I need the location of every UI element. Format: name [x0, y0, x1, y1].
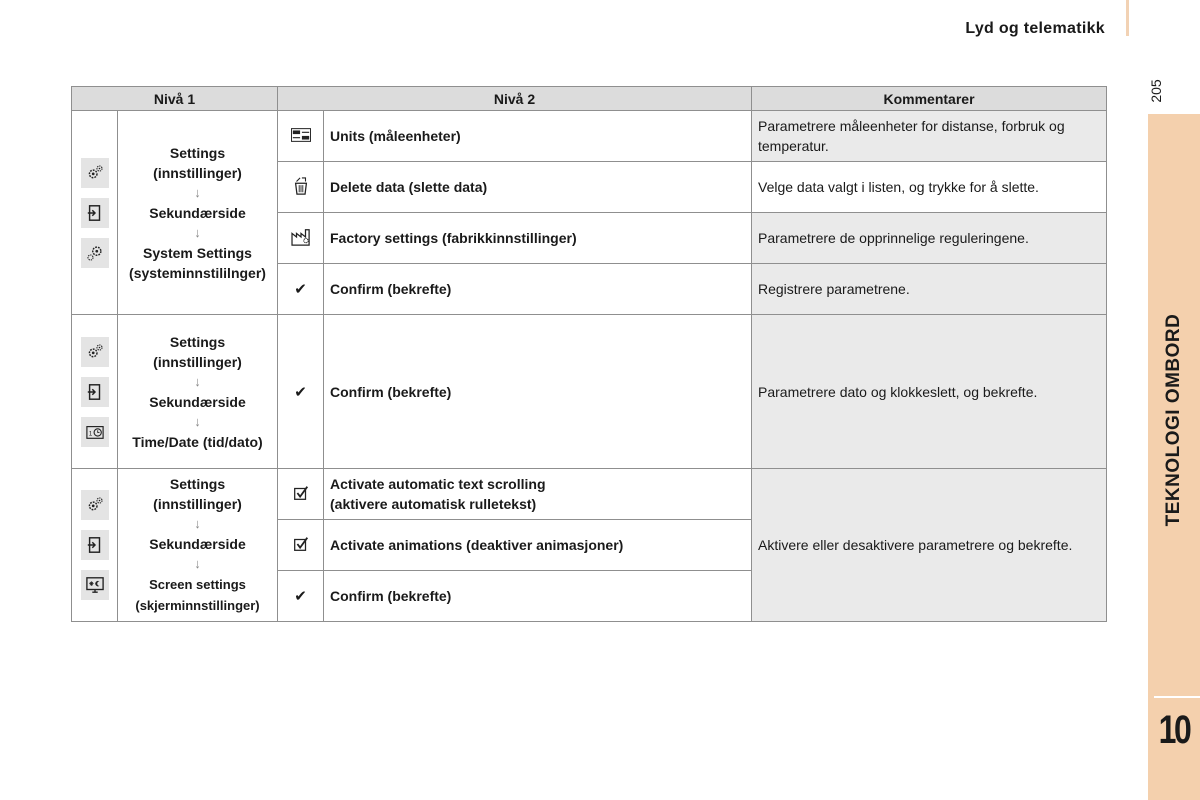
chapter-side-tab	[1148, 114, 1200, 800]
check-icon: ✔	[294, 383, 307, 401]
level2-label: Factory settings (fabrikkinnstillinger)	[324, 213, 752, 264]
level1-settings-translation: (innstillinger)	[153, 164, 242, 181]
check-icon: ✔	[294, 588, 307, 605]
comment-cell: Parametrere de opprinnelige reguleringene.	[752, 213, 1107, 264]
level2-label: Confirm (bekrefte)	[324, 264, 752, 315]
level1-path	[118, 469, 278, 622]
chapter-number: 10	[1158, 708, 1190, 752]
page-number: 205	[1148, 79, 1164, 103]
level1-system-settings: System Settings	[143, 244, 252, 261]
check-icon: ✔	[294, 281, 307, 298]
level1-path	[118, 111, 278, 315]
checkbox-icon	[291, 484, 311, 502]
level2-label: Delete data (slette data)	[324, 162, 752, 213]
level2-icon-cell	[278, 469, 324, 520]
level1-path	[118, 315, 278, 469]
comment-cell: Aktivere eller desaktivere parametrere og bekrefte.	[752, 469, 1107, 622]
time-date-icon	[81, 417, 109, 447]
settings-gears-icon	[81, 337, 109, 367]
level1-settings: Settings	[169, 144, 226, 161]
arrow-down-icon: ↓	[194, 413, 201, 429]
level2-icon-cell	[278, 571, 324, 622]
table-row	[72, 315, 1107, 469]
comment-cell: Registrere parametrene.	[752, 264, 1107, 315]
delete-data-icon	[291, 177, 311, 195]
level1-system-settings-translation: (systeminnstililnger)	[129, 264, 266, 281]
column-header-level2: Nivå 2	[278, 87, 752, 111]
level2-label: Activate animations (deaktiver animasjoner)	[324, 520, 752, 571]
secondary-page-icon	[81, 530, 109, 560]
units-icon	[291, 126, 311, 144]
screen-settings-icon	[81, 570, 109, 600]
level1-secondary-page: Sekundærside	[149, 393, 246, 410]
level2-icon-cell	[278, 315, 324, 469]
column-header-level1: Nivå 1	[72, 87, 278, 111]
level1-time-date: Time/Date (tid/dato)	[132, 433, 263, 450]
comment-cell: Parametrere dato og klokkeslett, og bekrefte.	[752, 315, 1107, 469]
comment-cell: Parametrere måleenheter for distanse, forbruk og temperatur.	[752, 111, 1107, 162]
level2-label-line2: (aktivere automatisk rulletekst)	[330, 496, 537, 512]
level1-screen-settings: Screen settings	[149, 577, 246, 592]
level1-settings: Settings	[169, 476, 226, 492]
comment-cell: Velge data valgt i listen, og trykke for å slette.	[752, 162, 1107, 213]
level2-icon-cell	[278, 213, 324, 264]
level2-label-line1: Activate automatic text scrolling	[330, 476, 546, 492]
arrow-down-icon: ↓	[194, 556, 201, 571]
level1-settings-translation: (innstillinger)	[153, 353, 242, 370]
level1-secondary-page: Sekundærside	[149, 204, 246, 221]
arrow-down-icon: ↓	[194, 224, 201, 240]
level2-label	[324, 469, 752, 520]
level1-icon-cell	[72, 111, 118, 315]
secondary-page-icon	[81, 377, 109, 407]
level1-secondary-page: Sekundærside	[149, 536, 246, 552]
settings-gears-icon	[81, 490, 109, 520]
page-header-title: Lyd og telematikk	[965, 20, 1105, 37]
level1-icon-cell	[72, 469, 118, 622]
header-divider	[1126, 0, 1129, 36]
level1-settings-translation: (innstillinger)	[153, 496, 242, 512]
checkbox-icon	[291, 535, 311, 553]
chapter-divider	[1154, 696, 1200, 698]
level2-icon-cell	[278, 111, 324, 162]
level1-screen-settings-translation: (skjerminnstillinger)	[135, 598, 260, 613]
level2-icon-cell	[278, 162, 324, 213]
level2-label: Confirm (bekrefte)	[324, 571, 752, 622]
secondary-page-icon	[81, 198, 109, 228]
level2-icon-cell	[278, 264, 324, 315]
level2-label: Confirm (bekrefte)	[324, 315, 752, 469]
settings-gears-icon	[81, 158, 109, 188]
chapter-title: TEKNOLOGI OMBORD	[1163, 313, 1184, 527]
level1-settings: Settings	[169, 333, 226, 350]
arrow-down-icon: ↓	[194, 516, 201, 531]
level1-icon-cell	[72, 315, 118, 469]
table-row	[72, 469, 1107, 520]
arrow-down-icon: ↓	[194, 184, 201, 200]
factory-settings-icon	[291, 228, 311, 246]
column-header-comments: Kommentarer	[752, 87, 1107, 111]
level2-icon-cell	[278, 520, 324, 571]
arrow-down-icon: ↓	[194, 373, 201, 389]
system-settings-icon	[81, 238, 109, 268]
settings-menu-table	[71, 86, 1107, 622]
level2-label: Units (måleenheter)	[324, 111, 752, 162]
table-row	[72, 111, 1107, 162]
